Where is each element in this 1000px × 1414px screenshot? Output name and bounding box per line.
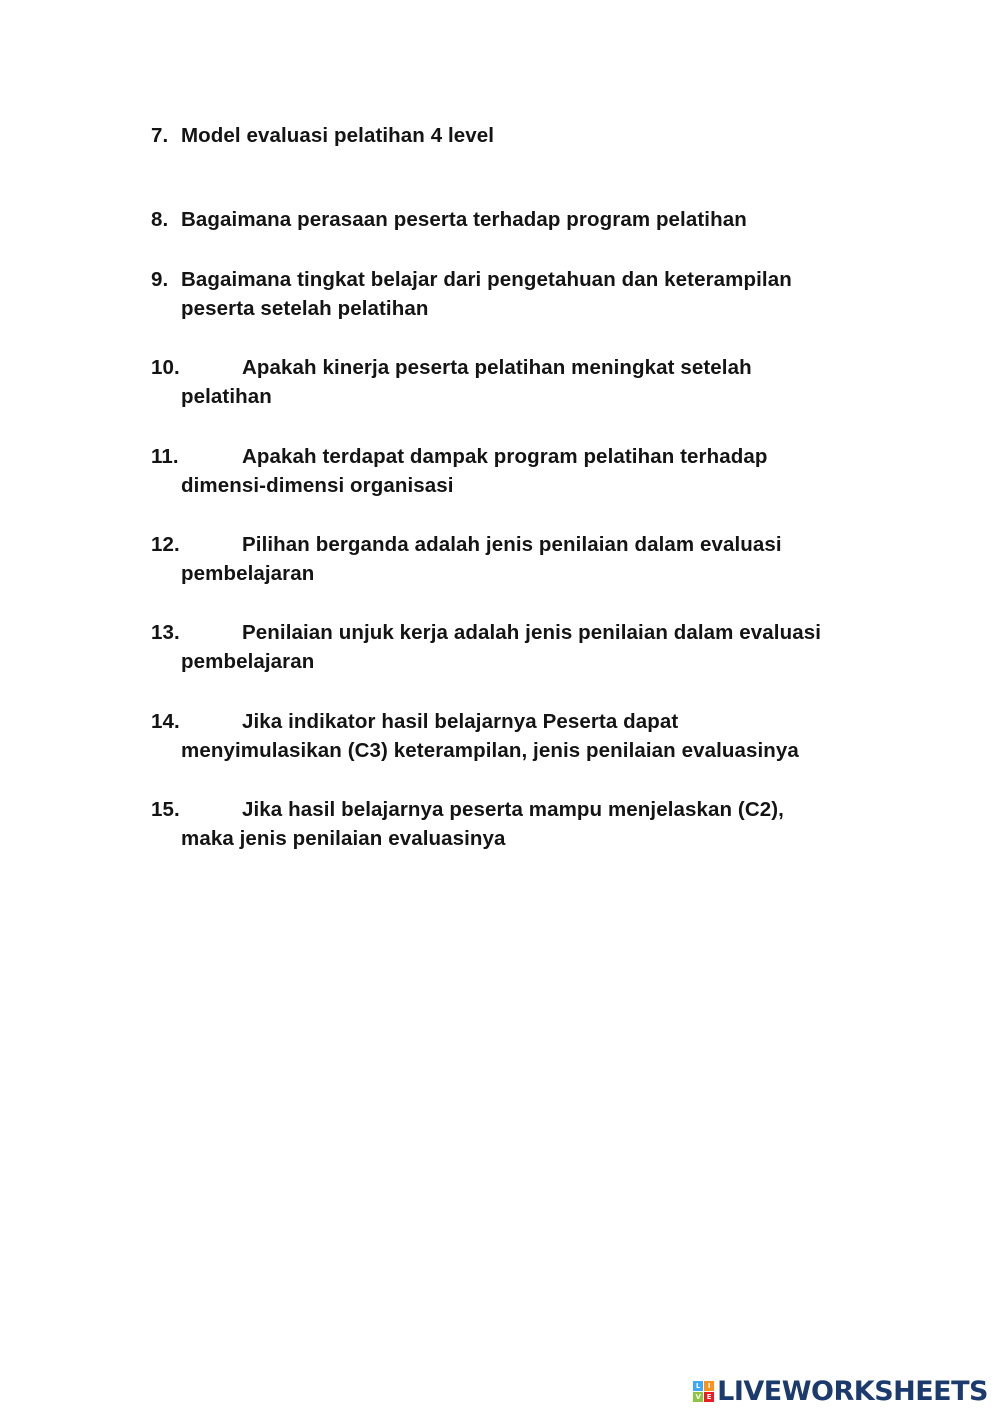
- question-number: 8.: [151, 208, 169, 231]
- question-text: Apakah kinerja peserta pelatihan meningkat setelah: [242, 356, 752, 379]
- question-number: 12.: [151, 533, 180, 556]
- question-text-continued: pembelajaran: [181, 650, 315, 673]
- question-8: [151, 205, 891, 234]
- question-7: [151, 121, 891, 150]
- question-number: 9.: [151, 268, 169, 291]
- question-text: Penilaian unjuk kerja adalah jenis penilaian dalam evaluasi: [242, 621, 821, 644]
- question-text-continued: maka jenis penilaian evaluasinya: [181, 827, 506, 850]
- question-14: [151, 707, 891, 765]
- question-text-continued: pelatihan: [181, 385, 272, 408]
- question-text: Apakah terdapat dampak program pelatihan terhadap: [242, 445, 768, 468]
- logo-mark-letter: V: [693, 1392, 703, 1402]
- question-number: 15.: [151, 798, 180, 821]
- question-text: Pilihan berganda adalah jenis penilaian dalam evaluasi: [242, 533, 782, 556]
- question-number: 7.: [151, 124, 169, 147]
- question-number: 10.: [151, 356, 180, 379]
- liveworksheets-mark-icon: [693, 1381, 714, 1402]
- question-13: [151, 618, 891, 676]
- question-number: 11.: [151, 445, 179, 468]
- question-10: [151, 353, 891, 411]
- logo-mark-letter: L: [693, 1381, 703, 1391]
- logo-text: LIVEWORKSHEETS: [717, 1375, 988, 1407]
- question-text-continued: peserta setelah pelatihan: [181, 297, 429, 320]
- question-text: Model evaluasi pelatihan 4 level: [181, 124, 495, 147]
- logo-mark-letter: I: [704, 1381, 714, 1391]
- question-text: Bagaimana perasaan peserta terhadap program pelatihan: [181, 208, 747, 231]
- question-12: [151, 530, 891, 588]
- logo-mark-letter: E: [704, 1392, 714, 1402]
- liveworksheets-logo[interactable]: [693, 1374, 988, 1408]
- question-text-continued: pembelajaran: [181, 562, 315, 585]
- question-text: Jika indikator hasil belajarnya Peserta dapat: [242, 710, 679, 733]
- question-text: Jika hasil belajarnya peserta mampu menjelaskan (C2),: [242, 798, 784, 821]
- question-15: [151, 795, 891, 853]
- question-text: Bagaimana tingkat belajar dari pengetahuan dan keterampilan: [181, 268, 792, 291]
- question-9: [151, 265, 891, 323]
- question-text-continued: menyimulasikan (C3) keterampilan, jenis penilaian evaluasinya: [181, 739, 799, 762]
- question-number: 13.: [151, 621, 180, 644]
- question-11: [151, 442, 891, 500]
- question-number: 14.: [151, 710, 180, 733]
- question-text-continued: dimensi-dimensi organisasi: [181, 474, 454, 497]
